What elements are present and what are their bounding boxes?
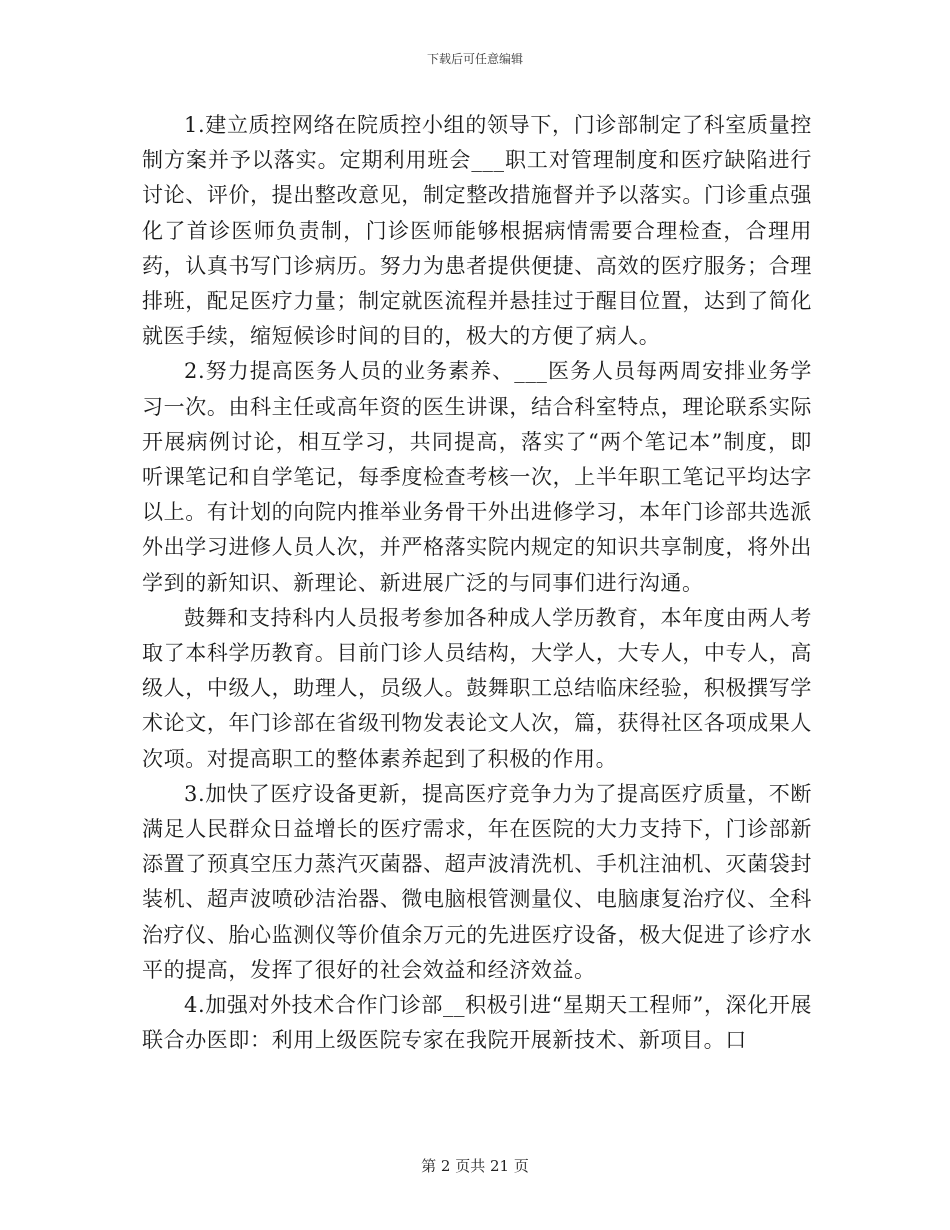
- page-header: 下载后可任意编辑: [426, 52, 523, 66]
- document-body: [142, 108, 812, 1058]
- paragraph-quality-control: 1.建立质控网络在院质控小组的领导下，门诊部制定了科室质量控制方案并予以落实。定期利用班会___职工对管理制度和医疗缺陷进行讨论、评价，提出整改意见，制定整改措施督并予以落实。门诊重点强化了首诊医师负责制，门诊医师能够根据病情需要合理检查，合理用药，认真书写门诊病历。努力为患者提供便捷、高效的医疗服务；合理排班，配足医疗力量；制定就医流程并悬挂过于醒目位置，达到了简化就医手续，缩短候诊时间的目的，极大的方便了病人。: [142, 113, 812, 349]
- paragraph-equipment-update: 3.加快了医疗设备更新，提高医疗竞争力为了提高医疗质量，不断满足人民群众日益增长的医疗需求，年在医院的大力支持下，门诊部新添置了预真空压力蒸汽灭菌器、超声波清洗机、手机注油机、灭菌袋封装机、超声波喷砂洁治器、微电脑根管测量仪、电脑康复治疗仪、全科治疗仪、胎心监测仪等价值余万元的先进医疗设备，极大促进了诊疗水平的提高，发挥了很好的社会效益和经济效益。: [142, 781, 812, 982]
- page-number-footer: 第 2 页共 21 页: [421, 1157, 529, 1175]
- paragraph-staff-training: 2.努力提高医务人员的业务素养、___医务人员每两周安排业务学习一次。由科主任或高年资的医生讲课，结合科室特点，理论联系实际开展病例讨论，相互学习，共同提高，落实了“两个笔记本”制度，即听课笔记和自学笔记，每季度检查考核一次，上半年职工笔记平均达字以上。有计划的向院内推举业务骨干外出进修学习，本年门诊部共选派外出学习进修人员人次，并严格落实院内规定的知识共享制度，将外出学到的新知识、新理论、新进展广泛的与同事们进行沟通。: [142, 359, 812, 595]
- paragraph-education-support: 鼓舞和支持科内人员报考参加各种成人学历教育，本年度由两人考取了本科学历教育。目前门诊人员结构，大学人，大专人，中专人，高级人，中级人，助理人，员级人。鼓舞职工总结临床经验，积极撰写学术论文，年门诊部在省级刊物发表论文人次，篇，获得社区各项成果人次项。对提高职工的整体素养起到了积极的作用。: [142, 605, 812, 771]
- paragraph-external-cooperation: 4.加强对外技术合作门诊部__积极引进“星期天工程师”，深化开展联合办医即：利用上级医院专家在我院开展新技术、新项目。口: [142, 993, 812, 1053]
